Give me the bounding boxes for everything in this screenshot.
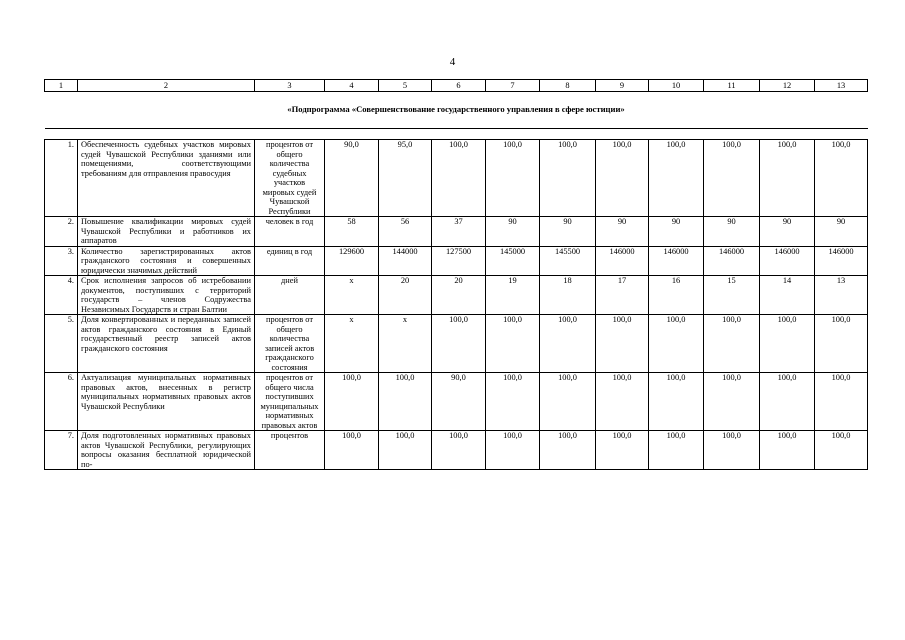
indicator-value: 100,0 — [596, 373, 649, 431]
indicator-row — [45, 373, 868, 431]
indicator-value: 100,0 — [540, 373, 596, 431]
indicator-value: 100,0 — [486, 373, 540, 431]
indicator-number: 1. — [45, 140, 78, 217]
indicator-value: 100,0 — [704, 140, 760, 217]
page-number: 4 — [449, 56, 456, 68]
indicator-value: 17 — [596, 276, 649, 315]
indicator-value: 146000 — [704, 246, 760, 276]
indicator-value: 100,0 — [432, 315, 486, 373]
indicator-name: Повышение квалификации мировых судей Чувашской Республики и работников их аппаратов — [78, 217, 255, 247]
indicator-value: 100,0 — [325, 431, 379, 470]
indicator-value: х — [379, 315, 432, 373]
indicator-value: 90,0 — [432, 373, 486, 431]
indicator-value: 90 — [815, 217, 868, 247]
indicator-unit: процентов от общего количества судебных участков мировых судей Чувашской Республики — [255, 140, 325, 217]
indicator-value: 20 — [432, 276, 486, 315]
indicator-value: 146000 — [596, 246, 649, 276]
indicator-value: 90 — [760, 217, 815, 247]
indicator-name: Обеспеченность судебных участков мировых судей Чувашской Республики зданиями или помещениями, соответствующими требованиям для отправления правосудия — [78, 140, 255, 217]
indicator-value: 37 — [432, 217, 486, 247]
indicator-value: 100,0 — [760, 140, 815, 217]
indicator-value: 146000 — [815, 246, 868, 276]
indicator-value: 90 — [486, 217, 540, 247]
indicator-name: Актуализация муниципальных нормативных правовых актов, внесенных в регистр муниципальных нормативных правовых актов Чувашской Республики — [78, 373, 255, 431]
subprogram-title: «Подпрограмма «Совершенствование государственного управления в сфере юстиции» — [45, 92, 868, 129]
indicator-value: 100,0 — [325, 373, 379, 431]
indicator-row — [45, 276, 868, 315]
indicator-value: 14 — [760, 276, 815, 315]
indicator-value: 90,0 — [325, 140, 379, 217]
column-number: 11 — [704, 80, 760, 92]
indicator-unit: человек в год — [255, 217, 325, 247]
indicator-name: Доля конвертированных и переданных записей актов гражданского состояния в Единый государственный реестр записей актов гражданского состояния — [78, 315, 255, 373]
indicator-value: 127500 — [432, 246, 486, 276]
spacer — [45, 129, 868, 140]
indicator-value: 15 — [704, 276, 760, 315]
indicator-value: 90 — [540, 217, 596, 247]
indicator-row — [45, 315, 868, 373]
column-number: 12 — [760, 80, 815, 92]
indicator-value: 19 — [486, 276, 540, 315]
indicator-number: 6. — [45, 373, 78, 431]
indicator-value: 100,0 — [486, 315, 540, 373]
indicator-value: 100,0 — [704, 373, 760, 431]
indicator-value: 100,0 — [815, 315, 868, 373]
column-number: 8 — [540, 80, 596, 92]
indicator-name: Количество зарегистрированных актов гражданского состояния и совершенных юридически значимых действий — [78, 246, 255, 276]
indicator-value: 100,0 — [649, 373, 704, 431]
column-number: 5 — [379, 80, 432, 92]
indicator-unit: дней — [255, 276, 325, 315]
indicator-value: 100,0 — [540, 315, 596, 373]
indicator-value: 145500 — [540, 246, 596, 276]
indicator-row — [45, 246, 868, 276]
column-number: 6 — [432, 80, 486, 92]
column-number: 2 — [78, 80, 255, 92]
indicator-row — [45, 217, 868, 247]
indicator-value: 145000 — [486, 246, 540, 276]
indicator-value: 100,0 — [760, 431, 815, 470]
indicator-value: 100,0 — [432, 140, 486, 217]
indicator-value: 100,0 — [815, 373, 868, 431]
column-number: 4 — [325, 80, 379, 92]
indicator-unit: единиц в год — [255, 246, 325, 276]
indicator-value: 56 — [379, 217, 432, 247]
indicator-number: 4. — [45, 276, 78, 315]
indicator-value: х — [325, 315, 379, 373]
indicator-value: 100,0 — [540, 140, 596, 217]
indicator-number: 7. — [45, 431, 78, 470]
subprogram-title-row — [45, 92, 868, 129]
indicator-number: 3. — [45, 246, 78, 276]
column-number-row — [45, 80, 868, 92]
indicator-value: 100,0 — [379, 373, 432, 431]
indicator-value: 90 — [649, 217, 704, 247]
indicator-value: 100,0 — [596, 140, 649, 217]
indicator-value: 90 — [704, 217, 760, 247]
indicator-value: 100,0 — [649, 431, 704, 470]
indicator-unit: процентов от общего числа поступивших муниципальных нормативных правовых актов — [255, 373, 325, 431]
indicator-value: 100,0 — [760, 373, 815, 431]
indicators-table — [44, 79, 868, 470]
indicator-value: 129600 — [325, 246, 379, 276]
indicator-value: 16 — [649, 276, 704, 315]
indicator-name: Доля подготовленных нормативных правовых актов Чувашской Республики, регулирующих вопросы оказания бесплатной юридической по- — [78, 431, 255, 470]
indicator-value: 13 — [815, 276, 868, 315]
indicator-value: 100,0 — [760, 315, 815, 373]
indicator-row — [45, 431, 868, 470]
indicator-value: 100,0 — [815, 431, 868, 470]
indicator-value: 20 — [379, 276, 432, 315]
indicator-number: 2. — [45, 217, 78, 247]
column-number: 9 — [596, 80, 649, 92]
indicator-value: 18 — [540, 276, 596, 315]
indicator-value: 100,0 — [815, 140, 868, 217]
column-number: 10 — [649, 80, 704, 92]
indicator-value: 100,0 — [486, 140, 540, 217]
column-number: 7 — [486, 80, 540, 92]
indicator-value: 100,0 — [596, 315, 649, 373]
indicator-value: 100,0 — [379, 431, 432, 470]
column-number: 1 — [45, 80, 78, 92]
indicator-value: 100,0 — [649, 140, 704, 217]
indicator-value: 146000 — [760, 246, 815, 276]
indicator-value: 144000 — [379, 246, 432, 276]
indicator-value: 146000 — [649, 246, 704, 276]
indicator-unit: процентов — [255, 431, 325, 470]
indicator-value: 100,0 — [649, 315, 704, 373]
indicator-value: 58 — [325, 217, 379, 247]
indicator-value: 100,0 — [486, 431, 540, 470]
column-number: 3 — [255, 80, 325, 92]
spacer-row — [45, 129, 868, 140]
indicator-value: 100,0 — [540, 431, 596, 470]
indicator-name: Срок исполнения запросов об истребовании документов, поступивших с территорий государств – членов Содружества Независимых Государств и стран Балтии — [78, 276, 255, 315]
indicator-value: 90 — [596, 217, 649, 247]
indicator-row — [45, 140, 868, 217]
indicator-unit: процентов от общего количества записей актов гражданского состояния — [255, 315, 325, 373]
indicator-number: 5. — [45, 315, 78, 373]
indicator-value: 100,0 — [704, 431, 760, 470]
indicator-value: х — [325, 276, 379, 315]
indicator-value: 100,0 — [596, 431, 649, 470]
column-number: 13 — [815, 80, 868, 92]
indicator-value: 100,0 — [704, 315, 760, 373]
indicator-value: 95,0 — [379, 140, 432, 217]
indicator-value: 100,0 — [432, 431, 486, 470]
